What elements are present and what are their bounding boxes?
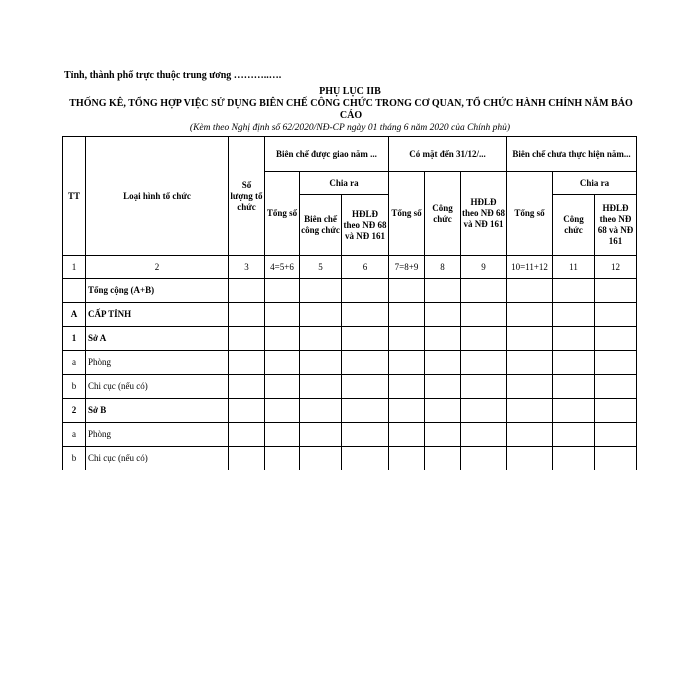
empty-cell [389, 279, 425, 303]
empty-cell [389, 375, 425, 399]
statistics-table [62, 136, 637, 470]
empty-cell [389, 423, 425, 447]
province-line: Tỉnh, thành phố trực thuộc trung ương ………..…. [64, 70, 282, 81]
column-number: 7=8+9 [389, 256, 425, 279]
table-row [63, 351, 637, 375]
empty-cell [300, 399, 342, 423]
header-civil-servant-unfilled: Công chức [553, 195, 595, 256]
empty-cell [507, 279, 553, 303]
column-number-row [63, 256, 637, 279]
empty-cell [300, 351, 342, 375]
header-breakdown-assigned: Chia ra [300, 172, 389, 195]
empty-cell [389, 447, 425, 471]
empty-cell [342, 375, 389, 399]
header-civil-servant-present: Công chức [425, 172, 461, 256]
empty-cell [342, 279, 389, 303]
empty-cell [595, 375, 637, 399]
empty-cell [265, 423, 300, 447]
empty-cell [229, 351, 265, 375]
empty-cell [461, 351, 507, 375]
empty-cell [553, 447, 595, 471]
empty-cell [425, 375, 461, 399]
empty-cell [389, 399, 425, 423]
header-row-1 [63, 137, 637, 172]
empty-cell [553, 303, 595, 327]
empty-cell [265, 375, 300, 399]
empty-cell [507, 375, 553, 399]
header-group-present: Có mặt đến 31/12/... [389, 137, 507, 172]
row-tt [63, 279, 86, 303]
empty-cell [595, 423, 637, 447]
table-row [63, 279, 637, 303]
row-org-name: Chi cục (nếu có) [86, 375, 229, 399]
header-total-present: Tổng số [389, 172, 425, 256]
empty-cell [265, 447, 300, 471]
header-breakdown-unfilled: Chia ra [553, 172, 637, 195]
empty-cell [595, 399, 637, 423]
empty-cell [300, 375, 342, 399]
column-number: 9 [461, 256, 507, 279]
empty-cell [553, 399, 595, 423]
table-row [63, 303, 637, 327]
empty-cell [595, 303, 637, 327]
empty-cell [300, 423, 342, 447]
table-row [63, 423, 637, 447]
header-labor-contract-assigned: HĐLĐ theo NĐ 68 và NĐ 161 [342, 195, 389, 256]
empty-cell [425, 351, 461, 375]
empty-cell [265, 279, 300, 303]
column-number: 3 [229, 256, 265, 279]
empty-cell [425, 279, 461, 303]
column-number: 1 [63, 256, 86, 279]
empty-cell [553, 279, 595, 303]
empty-cell [507, 447, 553, 471]
column-number: 10=11+12 [507, 256, 553, 279]
header-labor-contract-unfilled: HĐLĐ theo NĐ 68 và NĐ 161 [595, 195, 637, 256]
row-tt: A [63, 303, 86, 327]
empty-cell [229, 327, 265, 351]
row-tt: a [63, 351, 86, 375]
empty-cell [425, 327, 461, 351]
column-number: 12 [595, 256, 637, 279]
empty-cell [300, 303, 342, 327]
empty-cell [425, 399, 461, 423]
empty-cell [553, 423, 595, 447]
empty-cell [342, 399, 389, 423]
empty-cell [461, 375, 507, 399]
empty-cell [300, 447, 342, 471]
empty-cell [229, 399, 265, 423]
row-org-name: Sở A [86, 327, 229, 351]
empty-cell [265, 303, 300, 327]
row-tt: b [63, 375, 86, 399]
empty-cell [507, 399, 553, 423]
empty-cell [425, 423, 461, 447]
column-number: 8 [425, 256, 461, 279]
empty-cell [265, 327, 300, 351]
header-labor-contract-present: HĐLĐ theo NĐ 68 và NĐ 161 [461, 172, 507, 256]
appendix-label: PHỤ LỤC IIB [319, 86, 381, 97]
empty-cell [229, 447, 265, 471]
row-tt: 1 [63, 327, 86, 351]
document-subtitle: (Kèm theo Nghị định số 62/2020/NĐ-CP ngày 01 tháng 6 năm 2020 của Chính phủ) [189, 123, 511, 133]
empty-cell [507, 303, 553, 327]
empty-cell [461, 423, 507, 447]
header-tt: TT [63, 137, 86, 256]
column-number: 4=5+6 [265, 256, 300, 279]
empty-cell [461, 327, 507, 351]
empty-cell [389, 327, 425, 351]
header-civil-servant-payroll: Biên chế công chức [300, 195, 342, 256]
empty-cell [389, 303, 425, 327]
empty-cell [229, 279, 265, 303]
column-number: 11 [553, 256, 595, 279]
empty-cell [507, 327, 553, 351]
empty-cell [461, 399, 507, 423]
document-title: THỐNG KÊ, TỔNG HỢP VIỆC SỬ DỤNG BIÊN CHẾ CÔNG CHỨC TRONG CƠ QUAN, TỔ CHỨC HÀNH CHÍNH NĂM BÁO CÁO [69, 98, 633, 121]
row-tt: a [63, 423, 86, 447]
empty-cell [425, 303, 461, 327]
empty-cell [300, 279, 342, 303]
column-number: 5 [300, 256, 342, 279]
header-org-count: Số lượng tổ chức [229, 137, 265, 256]
empty-cell [553, 351, 595, 375]
empty-cell [342, 327, 389, 351]
row-tt: 2 [63, 399, 86, 423]
empty-cell [553, 375, 595, 399]
empty-cell [229, 423, 265, 447]
empty-cell [342, 303, 389, 327]
empty-cell [342, 423, 389, 447]
empty-cell [553, 327, 595, 351]
empty-cell [300, 327, 342, 351]
column-number: 2 [86, 256, 229, 279]
empty-cell [595, 447, 637, 471]
row-org-name: Phòng [86, 423, 229, 447]
header-group-unfilled: Biên chế chưa thực hiện năm... [507, 137, 637, 172]
empty-cell [229, 303, 265, 327]
empty-cell [595, 279, 637, 303]
table-row [63, 447, 637, 471]
table-row [63, 327, 637, 351]
empty-cell [595, 327, 637, 351]
empty-cell [507, 423, 553, 447]
empty-cell [342, 351, 389, 375]
empty-cell [461, 279, 507, 303]
table-row [63, 399, 637, 423]
row-org-name: Chi cục (nếu có) [86, 447, 229, 471]
row-org-name: Tổng cộng (A+B) [86, 279, 229, 303]
empty-cell [389, 351, 425, 375]
table-row [63, 375, 637, 399]
row-tt: b [63, 447, 86, 471]
row-org-name: CẤP TỈNH [86, 303, 229, 327]
header-total-assigned: Tổng số [265, 172, 300, 256]
header-total-unfilled: Tổng số [507, 172, 553, 256]
empty-cell [229, 375, 265, 399]
empty-cell [461, 303, 507, 327]
empty-cell [425, 447, 461, 471]
empty-cell [595, 351, 637, 375]
row-org-name: Phòng [86, 351, 229, 375]
column-number: 6 [342, 256, 389, 279]
header-group-assigned: Biên chế được giao năm ... [265, 137, 389, 172]
empty-cell [265, 351, 300, 375]
empty-cell [342, 447, 389, 471]
table-body [63, 279, 637, 471]
row-org-name: Sở B [86, 399, 229, 423]
empty-cell [265, 399, 300, 423]
empty-cell [461, 447, 507, 471]
header-org-type: Loại hình tổ chức [86, 137, 229, 256]
empty-cell [507, 351, 553, 375]
